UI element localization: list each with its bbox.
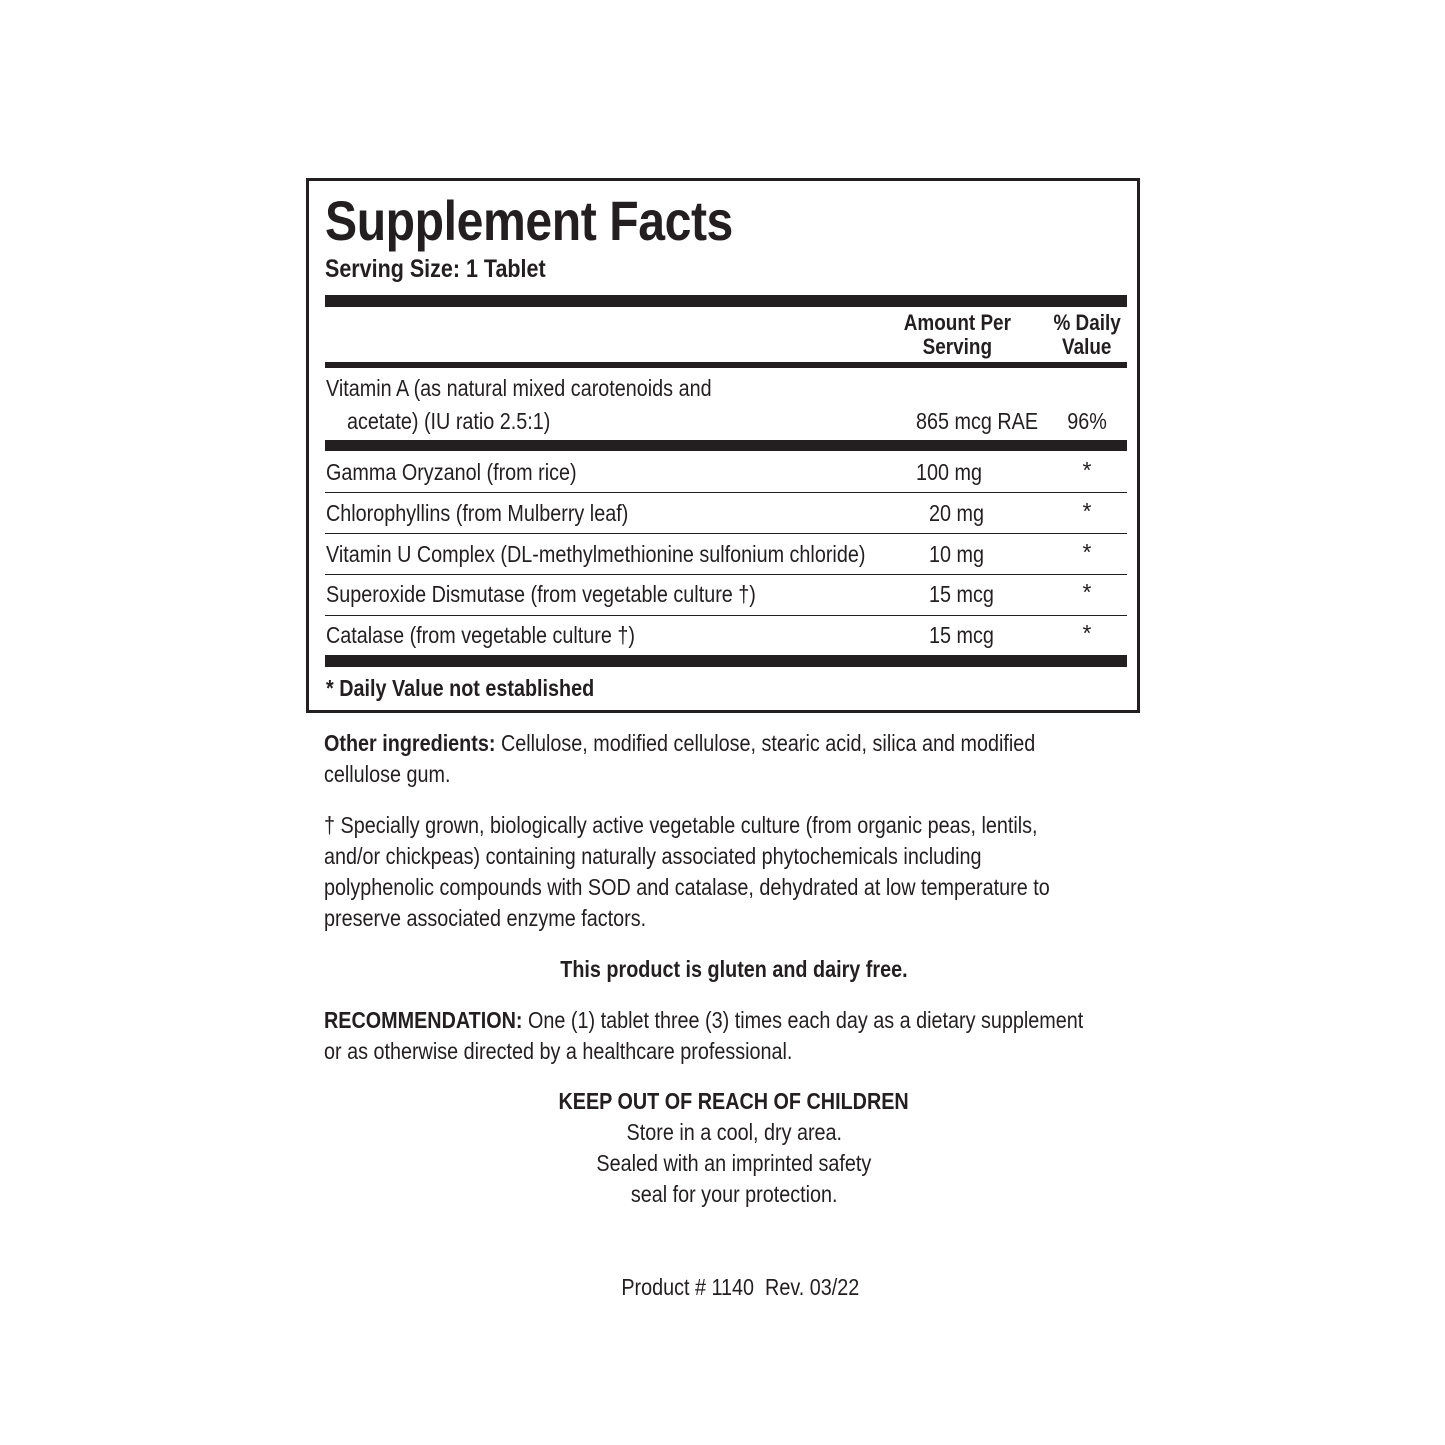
recommendation-text-line1: One (1) tablet three (3) times each day as a dietary supplement xyxy=(528,1007,1084,1033)
ingredient-dv: * xyxy=(1082,579,1092,605)
other-ingredients-text-line1: Cellulose, modified cellulose, stearic acid, silica and modified xyxy=(500,730,1036,756)
ingredient-amount-cell xyxy=(929,579,1004,609)
recommendation-text-line2: or as otherwise directed by a healthcare professional. xyxy=(324,1038,793,1064)
ingredient-name: Vitamin U Complex (DL-methylmethionine sulfonium chloride) xyxy=(326,541,866,567)
amount-header-line2: Serving xyxy=(922,334,992,359)
daily-value-header xyxy=(1039,311,1135,359)
keep-out-of-reach-heading: KEEP OUT OF REACH OF CHILDREN xyxy=(558,1088,910,1114)
ingredient-name: Gamma Oryzanol (from rice) xyxy=(326,459,577,485)
facts-title: Supplement Facts xyxy=(325,189,733,252)
thick-divider xyxy=(325,295,1127,307)
daily-value-footnote-wrap xyxy=(326,673,638,703)
supplement-facts-panel xyxy=(306,178,1140,713)
recommendation xyxy=(324,1005,1144,1067)
product-info-wrap xyxy=(324,1241,1144,1303)
ingredient-dv: * xyxy=(1082,498,1092,524)
vitamin-a-name-line2: acetate) (IU ratio 2.5:1) xyxy=(347,408,551,434)
table-row xyxy=(326,539,953,569)
ingredient-amount-cell xyxy=(929,620,1004,650)
thick-divider xyxy=(325,655,1127,667)
product-info: Product # 1140 Rev. 03/22 xyxy=(621,1274,860,1300)
row-divider xyxy=(325,574,1127,575)
vitamin-a-name xyxy=(326,373,774,403)
vitamin-a-name-line1: Vitamin A (as natural mixed carotenoids and xyxy=(326,375,712,401)
row-divider xyxy=(325,533,1127,534)
ingredient-name: Superoxide Dismutase (from vegetable culture †) xyxy=(326,581,756,607)
ingredient-amount: 15 mcg xyxy=(929,581,994,607)
ingredient-amount-cell xyxy=(916,457,993,487)
ingredient-name: Chlorophyllins (from Mulberry leaf) xyxy=(326,500,629,526)
note-line: polyphenolic compounds with SOD and catalase, dehydrated at low temperature to xyxy=(324,874,1050,900)
vitamin-a-dv-cell xyxy=(1057,406,1117,436)
table-row xyxy=(326,498,678,528)
dv-header-line1: % Daily xyxy=(1053,310,1121,335)
ingredient-amount: 15 mcg xyxy=(929,622,994,648)
row-divider xyxy=(325,615,1127,616)
serving-size-wrap xyxy=(325,253,582,285)
table-row xyxy=(326,579,826,609)
recommendation-label: RECOMMENDATION: xyxy=(324,1007,523,1033)
ingredient-amount: 100 mg xyxy=(916,459,982,485)
gluten-statement: This product is gluten and dairy free. xyxy=(560,956,908,982)
note-line: and/or chickpeas) containing naturally associated phytochemicals including xyxy=(324,843,982,869)
vitamin-a-dv: 96% xyxy=(1067,408,1107,434)
storage-warning xyxy=(324,1086,1144,1210)
row-divider xyxy=(325,492,1127,493)
note-line: † Specially grown, biologically active vegetable culture (from organic peas, lentils, xyxy=(324,812,1038,838)
ingredient-dv: * xyxy=(1082,457,1092,483)
vitamin-a-name-cont xyxy=(347,406,584,436)
storage-line: Sealed with an imprinted safety xyxy=(596,1150,872,1176)
dv-header-line2: Value xyxy=(1062,334,1112,359)
table-row xyxy=(326,457,617,487)
other-ingredients xyxy=(324,728,1144,790)
amount-header-line1: Amount Per xyxy=(903,310,1011,335)
other-ingredients-text-line2: cellulose gum. xyxy=(324,761,451,787)
vitamin-a-amount: 865 mcg RAE xyxy=(916,408,1039,434)
other-ingredients-label: Other ingredients: xyxy=(324,730,496,756)
ingredient-dv: * xyxy=(1082,539,1092,565)
medium-divider xyxy=(325,362,1127,368)
facts-title-wrap xyxy=(325,189,799,253)
table-row xyxy=(326,620,685,650)
ingredient-amount-cell xyxy=(929,498,993,528)
vegetable-culture-note xyxy=(324,810,1144,934)
ingredient-amount: 10 mg xyxy=(929,541,984,567)
ingredient-amount-cell xyxy=(929,539,993,569)
ingredient-dv: * xyxy=(1082,620,1092,646)
serving-size: Serving Size: 1 Tablet xyxy=(325,255,546,283)
ingredient-amount: 20 mg xyxy=(929,500,984,526)
thick-divider xyxy=(325,440,1127,451)
ingredient-name: Catalase (from vegetable culture †) xyxy=(326,622,635,648)
daily-value-footnote: * Daily Value not established xyxy=(326,675,595,701)
vitamin-a-amount-cell xyxy=(916,406,1058,436)
storage-line: seal for your protection. xyxy=(630,1181,838,1207)
gluten-statement-wrap xyxy=(324,954,1144,985)
storage-line: Store in a cool, dry area. xyxy=(626,1119,842,1145)
amount-per-serving-header xyxy=(877,311,1037,359)
note-line: preserve associated enzyme factors. xyxy=(324,905,647,931)
